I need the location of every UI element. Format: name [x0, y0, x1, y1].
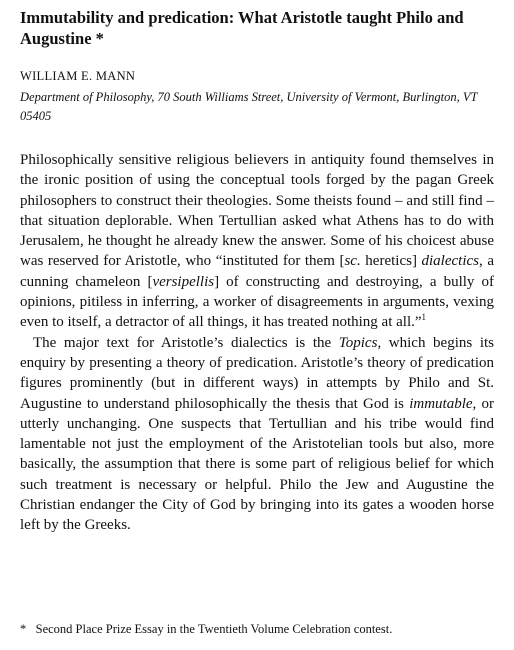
paragraph-1-text-a: Philosophically sensitive religious believers in antiquity found themselves in the ironic position of using the conceptual tools forged by the pagan Greek philosophers to construct their theologies. Some theists found – and still find – that situation deplorable. When Tertullian asked what Athens has to do with Jerusalem, he thought he already knew the answer. Some of his choicest abuse was reserved for Aristotle, who “instituted for them [ — [20, 152, 494, 270]
paragraph-1-italic-sc: sc. — [344, 253, 361, 270]
paragraph-1-italic-dialectics: dialectics — [421, 253, 479, 270]
footnote-text: Second Place Prize Essay in the Twentieth Volume Celebration contest. — [35, 622, 393, 636]
paragraph-1-italic-versipellis: versipellis — [152, 273, 215, 290]
body-paragraph-1 — [20, 150, 494, 333]
article-title — [20, 7, 498, 49]
paragraph-2-text-c: , or utterly unchanging. One suspects that Tertullian and his tribe would find lamentable not just the employment of the Aristotelian tools but also, more basically, the assumption that there is some part of religious belief for which such treatment is necessary or helpful. Philo the Jew and Augustine the Christian endanger the City of God by bringing into its gates a wooden horse left by the Greeks. — [20, 395, 494, 534]
paragraph-1-text-d: ] of constructing and destroying, a bully of opinions, pitiless in inferring, a worker of disagreements in arguments, vexing even to itself, a detractor of all things, it has treated nothing at all.” — [20, 273, 494, 331]
paragraph-1-text-b: heretics] — [360, 253, 422, 270]
article-title-text: Immutability and predication: What Aristotle taught Philo and Augustine — [20, 8, 464, 48]
title-footnote-marker: * — [95, 29, 104, 48]
footnote-reference-1: 1 — [421, 312, 427, 323]
footnote — [20, 621, 392, 637]
paragraph-1-text-c: , a cunning chameleon [ — [20, 253, 494, 290]
author-affiliation: Department of Philosophy, 70 South Williams Street, University of Vermont, Burlington, VT 05405 — [20, 90, 478, 123]
paragraph-2-text-a: The major text for Aristotle’s dialectics is the — [33, 334, 339, 351]
paragraph-2-italic-immutable: immutable — [409, 395, 473, 412]
article-body — [20, 150, 494, 536]
paragraph-2-italic-topics: Topics — [338, 334, 378, 351]
body-paragraph-2 — [20, 333, 494, 536]
footnote-marker: * — [20, 622, 27, 636]
author-name: WILLIAM E. MANN — [20, 69, 136, 83]
paragraph-2-text-b: , which begins its enquiry by presenting a theory of predication. Aristotle’s theory of predication figures prominently (but in different ways) in attempts by Philo and St. Augustine to understand philosophically the thesis that God is — [20, 334, 494, 412]
